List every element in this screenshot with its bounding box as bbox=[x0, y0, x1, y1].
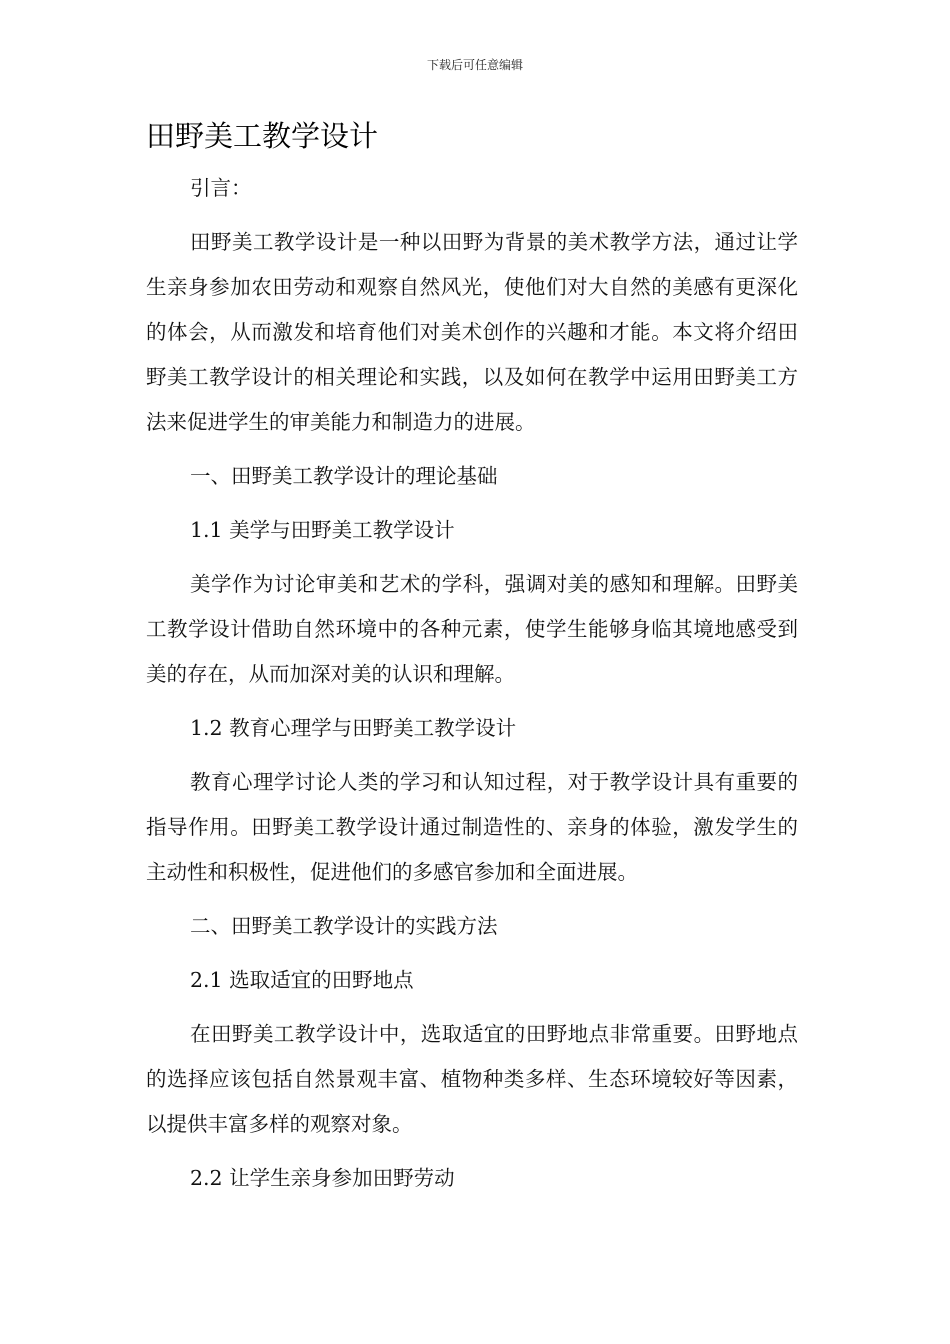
intro-label: 引言： bbox=[190, 176, 252, 200]
subsection-heading-1-1: 1.1 美学与田野美工教学设计 bbox=[190, 518, 455, 542]
section-heading-2: 二、田野美工教学设计的实践方法 bbox=[190, 914, 498, 938]
paragraph-1-2: 教育心理学讨论人类的学习和认知过程，对于教学设计具有重要的指导作用。田野美工教学设计通过制造性的、亲身的体验，激发学生的主动性和积极性，促进他们的多感官参加和全面进展。 bbox=[146, 770, 798, 884]
subsection-heading-2-1: 2.1 选取适宜的田野地点 bbox=[190, 968, 414, 992]
document-title: 田野美工教学设计 bbox=[146, 119, 379, 153]
subsection-heading-1-2: 1.2 教育心理学与田野美工教学设计 bbox=[190, 716, 517, 740]
page-header-note: 下载后可任意编辑 bbox=[426, 58, 523, 72]
paragraph-1-1: 美学作为讨论审美和艺术的学科，强调对美的感知和理解。田野美工教学设计借助自然环境中的各种元素，使学生能够身临其境地感受到美的存在，从而加深对美的认识和理解。 bbox=[146, 572, 798, 686]
document-body bbox=[146, 166, 798, 1201]
intro-paragraph: 田野美工教学设计是一种以田野为背景的美术教学方法，通过让学生亲身参加农田劳动和观察自然风光，使他们对大自然的美感有更深化的体会，从而激发和培育他们对美术创作的兴趣和才能。本文将介绍田野美工教学设计的相关理论和实践，以及如何在教学中运用田野美工方法来促进学生的审美能力和制造力的进展。 bbox=[146, 230, 798, 434]
section-heading-1: 一、田野美工教学设计的理论基础 bbox=[190, 464, 498, 488]
subsection-heading-2-2: 2.2 让学生亲身参加田野劳动 bbox=[190, 1166, 455, 1190]
paragraph-2-1: 在田野美工教学设计中，选取适宜的田野地点非常重要。田野地点的选择应该包括自然景观丰富、植物种类多样、生态环境较好等因素，以提供丰富多样的观察对象。 bbox=[146, 1022, 798, 1136]
